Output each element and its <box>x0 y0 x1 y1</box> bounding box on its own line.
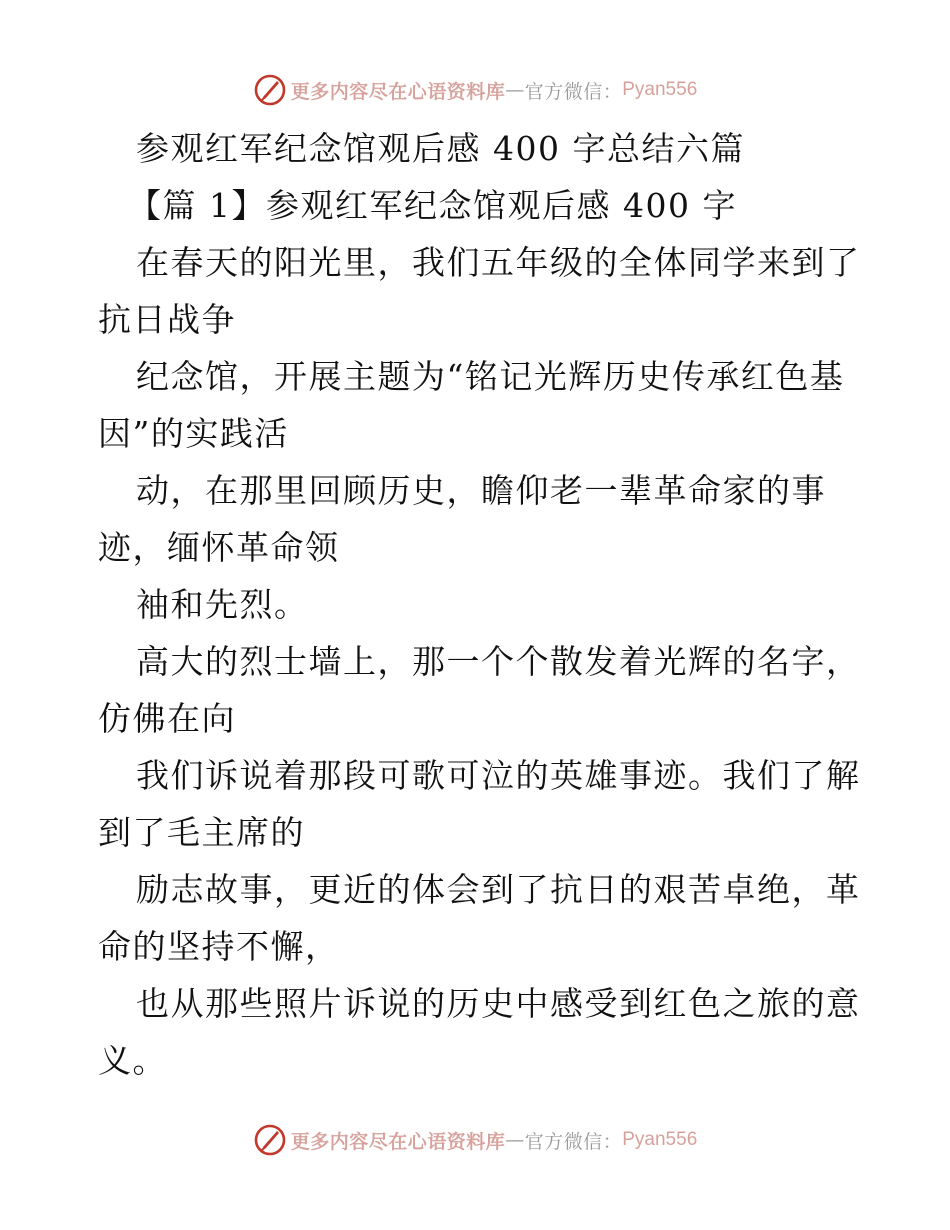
text-line: 在春天的阳光里，我们五年级的全体同学来到了 <box>136 243 861 282</box>
footer-banner <box>0 1120 950 1160</box>
text-line: 到了毛主席的 <box>98 813 305 852</box>
banner-wechat-id: Pyan556 <box>622 1129 698 1150</box>
quill-logo-icon <box>253 73 287 107</box>
paragraph-lines <box>98 234 861 1089</box>
text-line: 袖和先烈。 <box>136 585 309 624</box>
banner-dash: — <box>505 79 525 101</box>
text-line: 命的坚持不懈， <box>98 927 340 966</box>
header-banner <box>0 70 950 110</box>
banner-dash: — <box>505 1129 525 1151</box>
text-line: 纪念馆，开展主题为“铭记光辉历史传承红色基 <box>136 357 845 396</box>
banner-main-text: 更多内容尽在心语资料库 <box>290 80 506 103</box>
document-body <box>98 120 861 1089</box>
banner-wechat-label: 官方微信： <box>524 1130 623 1153</box>
banner-main-text: 更多内容尽在心语资料库 <box>290 1130 506 1153</box>
section-heading: 【篇 1】参观红军纪念馆观后感 400 字 <box>128 186 737 225</box>
text-line: 抗日战争 <box>98 300 236 339</box>
text-line: 高大的烈士墙上，那一个个散发着光辉的名字， <box>136 642 861 681</box>
text-line: 因”的实践活 <box>98 414 289 453</box>
quill-logo-icon <box>253 1123 287 1157</box>
document-title: 参观红军纪念馆观后感 400 字总结六篇 <box>136 129 745 168</box>
text-line: 励志故事，更近的体会到了抗日的艰苦卓绝，革 <box>136 870 861 909</box>
text-line: 我们诉说着那段可歌可泣的英雄事迹。我们了解 <box>136 756 861 795</box>
text-line: 义。 <box>98 1041 167 1080</box>
text-line: 动，在那里回顾历史，瞻仰老一辈革命家的事 <box>136 471 826 510</box>
text-line: 也从那些照片诉说的历史中感受到红色之旅的意 <box>136 984 861 1023</box>
banner-wechat-label: 官方微信： <box>524 80 623 103</box>
text-line: 仿佛在向 <box>98 699 236 738</box>
text-line: 迹，缅怀革命领 <box>98 528 340 567</box>
banner-wechat-id: Pyan556 <box>622 79 698 100</box>
